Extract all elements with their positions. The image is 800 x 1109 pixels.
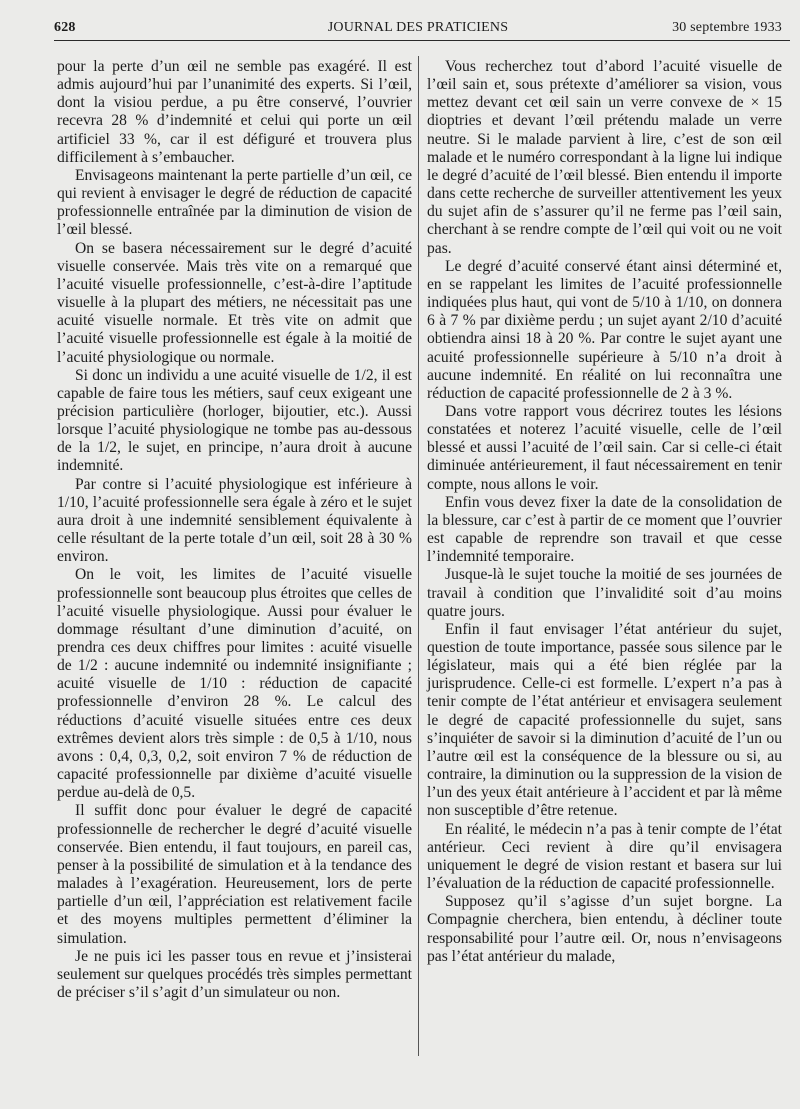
paragraph: Si donc un individu a une acuité visuelle de 1/2, il est capable de faire tous les métiers, sauf ceux exigeant une précision particulière (horloger, bijoutier, etc.). Aussi lorsque l’acuité physiologique ne tombe pas au-dessous de la 1/2, le sujet, en principe, n’aura droit à aucune indemnité. (57, 366, 412, 475)
paragraph: Envisageons maintenant la perte partielle d’un œil, ce qui revient à envisager le degré de réduction de capacité professionnelle entraînée par la diminution de vision de l’œil blessé. (57, 166, 412, 239)
paragraph: Il suffit donc pour évaluer le degré de capacité professionnelle de rechercher le degré d’acuité visuelle conservée. Bien entendu, il faut toujours, en pareil cas, penser à la possibilité de simulation et à la tendance des malades à l’exagération. Heureusement, lors de perte partielle d’un œil, l’appréciation est relativement facile et des moyens multiples permettent d’éliminer la simulation. (57, 802, 412, 947)
paragraph: Supposez qu’il s’agisse d’un sujet borgne. La Compagnie cherchera, bien entendu, à décliner toute responsabilité pour l’autre œil. Or, nous n’envisageons pas l’état antérieur du malade, (427, 893, 782, 965)
column-divider (418, 56, 419, 1056)
page-number: 628 (54, 20, 76, 35)
right-column (427, 58, 782, 966)
running-header (54, 16, 782, 40)
paragraph: On se basera nécessairement sur le degré d’acuité visuelle conservée. Mais très vite on a remarqué que l’acuité visuelle professionnelle, c’est-à-dire l’aptitude visuelle à la plupart des métiers, ne nécessitait pas une acuité visuelle normale. Et très vite on admit que l’acuité visuelle professionnelle est égale à la moitié de l’acuité physiologique ou normale. (57, 239, 412, 366)
paragraph: Jusque-là le sujet touche la moitié de ses journées de travail à condition que l’invalidité soit d’au moins quatre jours. (427, 566, 782, 620)
journal-title: JOURNAL DES PRATICIENS (327, 20, 509, 35)
paragraph: Enfin il faut envisager l’état antérieur du sujet, question de toute importance, passée sous silence par le législateur, mais qui a été bien réglée par la jurisprudence. Celle-ci est formelle. L’expert n’a pas à tenir compte de l’état antérieur et envisagera seulement le degré de capacité professionnelle du sujet, sans s’inquiéter de savoir si la diminution d’acuité de l’un ou l’autre œil est la conséquence de la blessure ou si, au contraire, la diminution ou la suppression de la vision de l’un des yeux était antérieure à l’accident et par là même non susceptible d’être retenue. (427, 620, 782, 820)
left-column (57, 58, 412, 1002)
paragraph: Vous recherchez tout d’abord l’acuité visuelle de l’œil sain et, sous prétexte d’améliorer sa vision, vous mettez devant cet œil sain un verre convexe de × 15 dioptries et devant l’œil prétendu malade un verre neutre. Si le malade parvient à lire, c’est de son œil malade et le numéro correspondant à la ligne lui indique le degré d’acuité de l’œil blessé. Bien entendu il importe dans cette recherche de surveiller attentivement les yeux du sujet afin de s’assurer qu’il ne ferme pas l’œil sain, cherchant à se rendre compte de l’œil qui voit ou ne voit pas. (427, 58, 782, 257)
paragraph: Par contre si l’acuité physiologique est inférieure à 1/10, l’acuité professionnelle sera égale à zéro et le sujet aura droit à une indemnité sensiblement équivalente à celle résultant de la perte totale d’un œil, soit 28 à 30 % environ. (57, 475, 412, 566)
paragraph: On le voit, les limites de l’acuité visuelle professionnelle sont beaucoup plus étroites que celles de l’acuité visuelle physiologique. Aussi pour évaluer le dommage résultant d’une diminution d’acuité, on prendra ces deux chiffres pour limites : acuité visuelle de 1/2 : aucune indemnité ou indemnité insignifiante ; acuité visuelle de 1/10 : réduction de capacité professionnelle d’environ 28 %. Le calcul des réductions d’acuité visuelle situées entre ces deux extrêmes devient alors très simple : de 0,5 à 1/10, nous avons : 0,4, 0,3, 0,2, soit environ 7 % de réduction de capacité professionnelle par dixième d’acuité visuelle perdue au-delà de 0,5. (57, 566, 412, 802)
header-rule (54, 40, 790, 41)
paragraph: Dans votre rapport vous décrirez toutes les lésions constatées et noterez l’acuité visuelle, celle de l’œil blessé et aussi l’acuité de l’œil sain. Car si celle-ci était diminuée antérieurement, il faut nécessairement en tenir compte, nous allons le voir. (427, 402, 782, 493)
paragraph: En réalité, le médecin n’a pas à tenir compte de l’état antérieur. Ceci revient à dire qu’il envisagera uniquement le degré de vision restant et basera sur lui l’évaluation de la réduction de capacité professionnelle. (427, 820, 782, 893)
paragraph: pour la perte d’un œil ne semble pas exagéré. Il est admis aujourd’hui par l’unanimité des experts. Si l’œil, dont la visiou perdue, a pu être conservé, l’ouvrier recevra 28 % d’indemnité et celui qui porte un œil artificiel 33 %, car il est défiguré et trouvera plus difficilement à s’embaucher. (57, 58, 412, 166)
paragraph: Je ne puis ici les passer tous en revue et j’insisterai seulement sur quelques procédés très simples permettant de préciser s’il s’agit d’un simulateur ou non. (57, 947, 412, 1001)
paragraph: Le degré d’acuité conservé étant ainsi déterminé et, en se rappelant les limites de l’acuité professionnelle indiquées plus haut, qui vont de 5/10 à 1/10, on donnera 6 à 7 % par dixième perdu ; un sujet ayant 2/10 d’acuité obtiendra ainsi 18 à 20 %. Par contre le sujet ayant une acuité professionnelle supérieure à 5/10 n’a droit à aucune indemnité. En réalité on lui reconnaîtra une réduction de capacité professionnelle de 2 à 3 %. (427, 257, 782, 402)
paragraph: Enfin vous devez fixer la date de la consolidation de la blessure, car c’est à partir de ce moment que l’ouvrier est capable de reprendre son travail et que cesse l’indemnité temporaire. (427, 493, 782, 566)
issue-date: 30 septembre 1933 (672, 20, 782, 35)
